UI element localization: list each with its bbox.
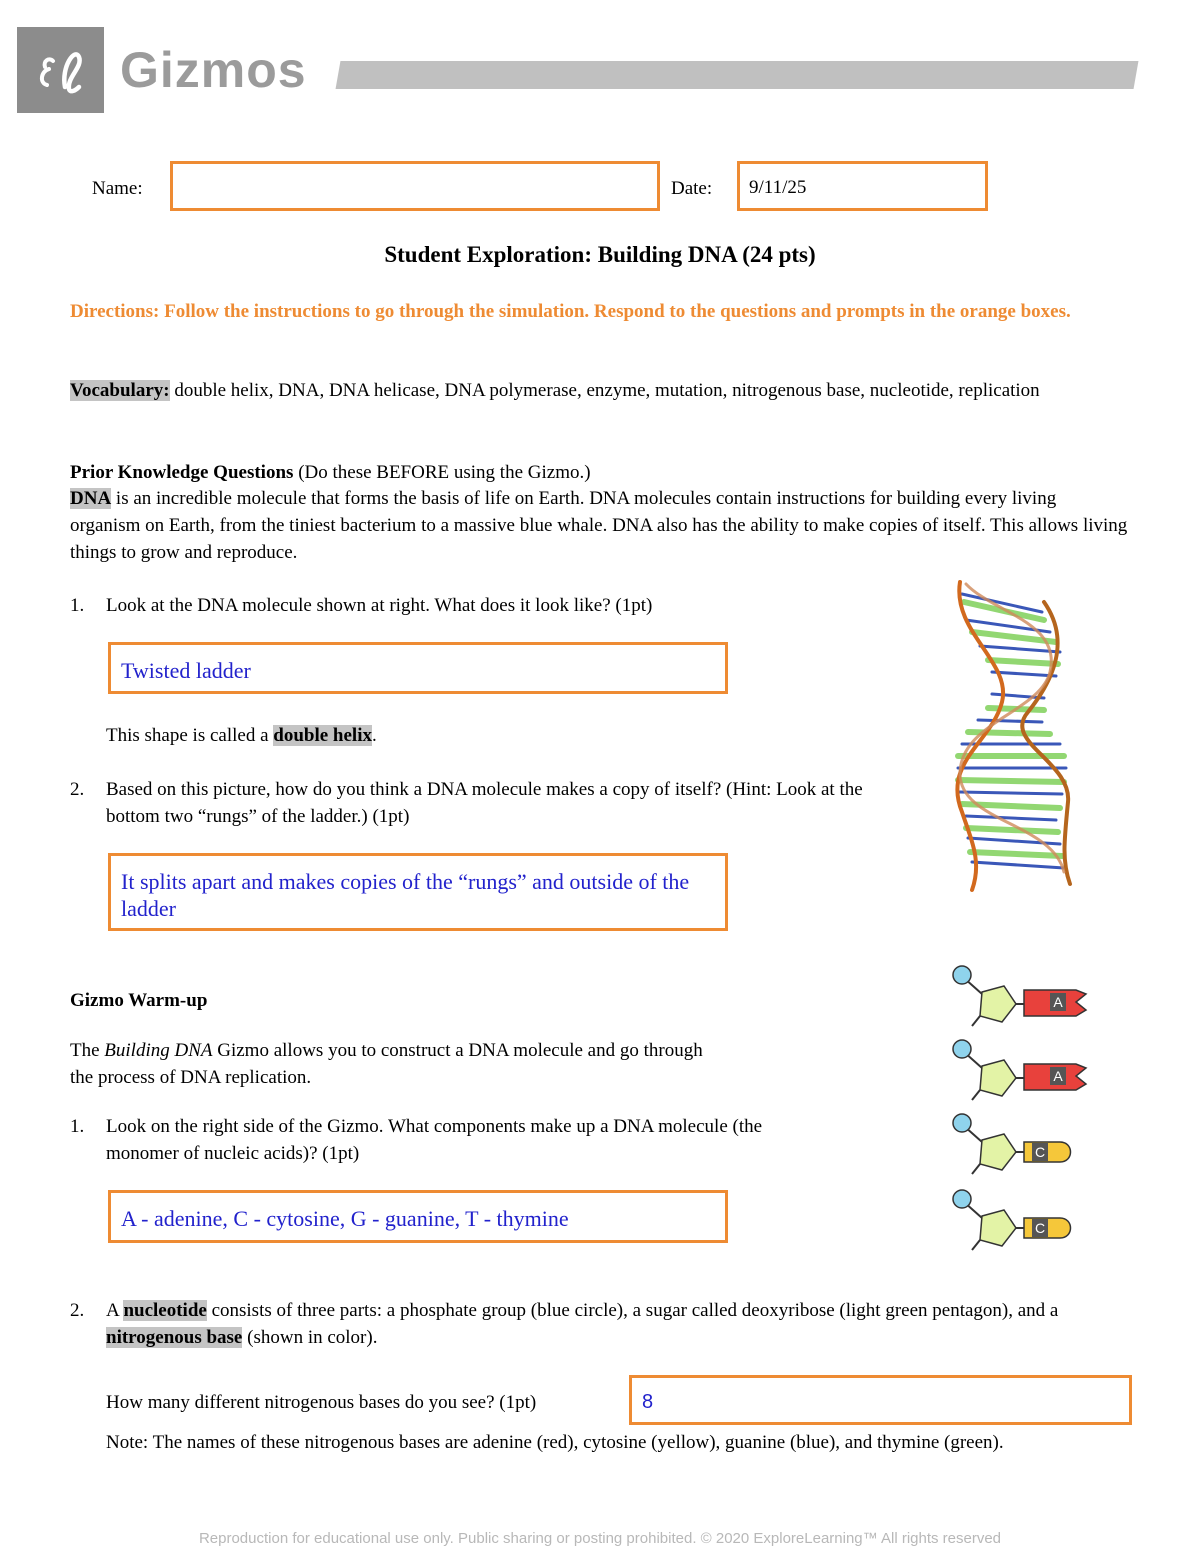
prior-q1-text: Look at the DNA molecule shown at right. What does it look like? (1pt) xyxy=(106,595,653,616)
footer-copyright: Reproduction for educational use only. Public sharing or posting prohibited. © 2020 ExploreLearning™ All rights reserved xyxy=(198,1530,1002,1547)
date-label: Date: xyxy=(671,178,713,199)
prior-q2-answer: It splits apart and makes copies of the “rungs” and outside of the ladder xyxy=(121,869,690,921)
date-value: 9/11/25 xyxy=(749,177,807,198)
warmup-q2-t3: (shown in color). xyxy=(242,1327,378,1348)
nucleotide-base-label: A xyxy=(1053,994,1063,1010)
warmup-q1-answer: A - adenine, C - cytosine, G - guanine, T - thymine xyxy=(121,1206,569,1231)
directions: Directions: Follow the instructions to go through the simulation. Respond to the questions and prompts in the orange boxes. xyxy=(70,301,1071,322)
vocabulary-text: double helix, DNA, DNA helicase, DNA polymerase, enzyme, mutation, nitrogenous base, nucleotide, replication xyxy=(169,380,1040,401)
warmup-q1-number: 1. xyxy=(70,1116,85,1137)
bases-answer-box[interactable] xyxy=(629,1375,1132,1425)
bases-note: Note: The names of these nitrogenous bases are adenine (red), cytosine (yellow), guanine (blue), and thymine (green). xyxy=(106,1432,1004,1453)
vocabulary xyxy=(70,377,1130,404)
name-field[interactable] xyxy=(170,161,660,211)
prior-q1-answer: Twisted ladder xyxy=(121,658,251,683)
shape-pre: This shape is called a xyxy=(106,725,274,746)
shape-post: . xyxy=(372,725,377,746)
prior-intro xyxy=(70,485,1130,566)
prior-q1-answer-box[interactable] xyxy=(108,642,728,694)
prior-q2-number: 2. xyxy=(70,779,85,800)
explorelearning-logo-icon xyxy=(17,27,104,113)
warmup-q2-number: 2. xyxy=(70,1300,85,1321)
nucleotide-image-a xyxy=(946,964,1096,1028)
date-field[interactable] xyxy=(737,161,988,211)
dna-double-helix-image xyxy=(932,572,1092,902)
dna-term: DNA xyxy=(70,488,112,509)
prior-knowledge-heading xyxy=(70,459,1130,486)
nucleotide-image-a xyxy=(946,1038,1096,1102)
nucleotide-term: nucleotide xyxy=(123,1300,207,1321)
warmup-q2-t1: A xyxy=(106,1300,124,1321)
nucleotide-base-label: C xyxy=(1034,1220,1046,1236)
warmup-q2-t2: consists of three parts: a phosphate group (blue circle), a sugar called deoxyribose (light green pentagon), and a xyxy=(206,1300,1059,1321)
bases-question: How many different nitrogenous bases do you see? (1pt) xyxy=(106,1392,537,1413)
nitrogenous-base-term: nitrogenous base xyxy=(106,1327,243,1348)
nucleotide-image-c xyxy=(946,1188,1096,1252)
prior-heading-note: (Do these BEFORE using the Gizmo.) xyxy=(293,462,591,483)
page-title: Student Exploration: Building DNA (24 pts) xyxy=(384,242,816,267)
vocabulary-label: Vocabulary: xyxy=(70,380,170,401)
brand-name: Gizmos xyxy=(120,42,307,98)
warmup-intro-post: Gizmo allows you to construct a DNA molecule and go through the process of DNA replication. xyxy=(70,1040,703,1088)
nucleotide-base-label: C xyxy=(1034,1144,1046,1160)
bases-answer: 8 xyxy=(642,1391,654,1413)
warmup-q1-text: Look on the right side of the Gizmo. What components make up a DNA molecule (the monomer of nucleic acids)? (1pt) xyxy=(106,1116,763,1164)
warmup-heading: Gizmo Warm-up xyxy=(70,990,208,1011)
double-helix-term: double helix xyxy=(273,725,372,746)
prior-q2-answer-box[interactable] xyxy=(108,853,728,931)
shape-sentence xyxy=(106,722,377,749)
warmup-q2-text xyxy=(106,1297,1096,1351)
warmup-q1-answer-box[interactable] xyxy=(108,1190,728,1243)
warmup-intro-pre: The xyxy=(70,1040,105,1061)
name-label: Name: xyxy=(92,178,143,199)
header-bar xyxy=(336,61,1139,89)
prior-q2-text: Based on this picture, how do you think a DNA molecule makes a copy of itself? (Hint: Look at the bottom two “rungs” of the ladder.) (1pt) xyxy=(106,779,863,827)
warmup-intro xyxy=(70,1037,730,1091)
nucleotide-base-label: A xyxy=(1053,1068,1063,1084)
nucleotide-image-c xyxy=(946,1112,1096,1176)
prior-q1-number: 1. xyxy=(70,595,85,616)
prior-heading: Prior Knowledge Questions xyxy=(70,462,294,483)
prior-intro-text: is an incredible molecule that forms the basis of life on Earth. DNA molecules contain instructions for building every living organism on Earth, from the tiniest bacterium to a massive blue whale. DNA also has the ability to make copies of itself. This allows living things to grow and reproduce. xyxy=(70,488,1128,563)
warmup-intro-italic: Building DNA xyxy=(104,1040,213,1061)
